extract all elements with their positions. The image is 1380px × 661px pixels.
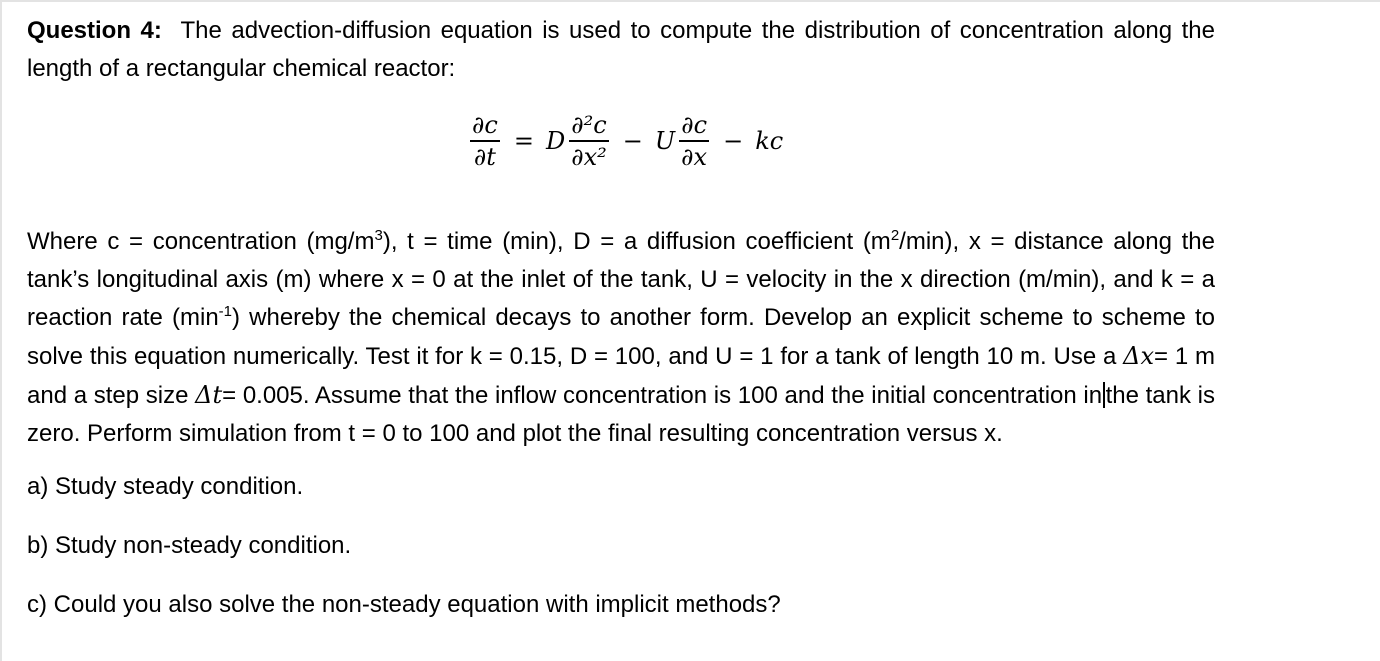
desc-text: Where c = concentration (mg/m <box>27 228 375 255</box>
equals-sign: = <box>513 126 534 155</box>
frac-numerator: ∂c <box>681 111 708 139</box>
term-kc: kc <box>755 126 784 155</box>
frac-dc-dx <box>679 110 709 172</box>
equation-block <box>27 110 1215 223</box>
desc-text: ), t = time (min), D = a diffusion coefficient (m <box>382 228 891 255</box>
symbol-U: U <box>654 126 676 155</box>
question-intro-text: The advection-diffusion equation is used to compute the distribution of concentration along the length of a rectangular chemical reactor: <box>27 17 1215 82</box>
desc-text: /min), x = distance along the tank’s longitudinal axis (m) where x = 0 at the inlet of the tank, U = velocity in the x direction (m/min), and k = a reaction rate (min <box>27 228 1216 331</box>
minus-sign: − <box>723 126 744 155</box>
question-label: Question 4: <box>27 17 162 44</box>
sub-questions <box>27 468 1215 624</box>
sub-question-b: b) Study non-steady condition. <box>27 532 352 559</box>
minus-sign: − <box>622 126 643 155</box>
frac-denominator: ∂x² <box>571 142 607 171</box>
superscript: 3 <box>374 227 383 244</box>
desc-text: = 1 m and a step size <box>27 343 1215 409</box>
frac-d2c-dx2 <box>569 110 609 172</box>
frac-denominator: ∂t <box>473 142 496 171</box>
frac-numerator: ∂c <box>472 111 498 139</box>
question-intro <box>27 12 1215 88</box>
advection-diffusion-equation <box>466 110 783 172</box>
delta-t-symbol: Δt <box>195 381 223 409</box>
sub-question-c: c) Could you also solve the non-steady equation with implicit methods? <box>27 591 781 618</box>
desc-text: = 0.005. Assume that the inflow concentration is 100 and the initial concentration in <box>222 382 1103 409</box>
sub-question-a: a) Study steady condition. <box>27 473 304 500</box>
frame-border-top <box>0 0 1380 2</box>
frac-numerator: ∂²c <box>571 111 607 139</box>
frac-denominator: ∂x <box>681 142 708 171</box>
desc-text: ) whereby the chemical decays to another form. Develop an explicit scheme to scheme to solve this equation numerically. Test it for k = 0.15, D = 100, and U = 1 for a tank of length 10 m. Use a <box>27 304 1215 370</box>
problem-description <box>27 223 1215 453</box>
frac-dc-dt <box>470 110 500 172</box>
text-cursor <box>1103 382 1105 408</box>
question-content <box>27 12 1215 624</box>
frame-border-left <box>0 0 2 661</box>
desc-text: the tank is zero. Perform simulation from t = 0 to 100 and plot the final resulting concentration versus x. <box>27 382 1215 447</box>
symbol-D: D <box>545 126 566 155</box>
delta-x-symbol: Δx <box>1123 342 1155 370</box>
superscript: 2 <box>890 227 900 244</box>
superscript: -1 <box>218 303 233 320</box>
